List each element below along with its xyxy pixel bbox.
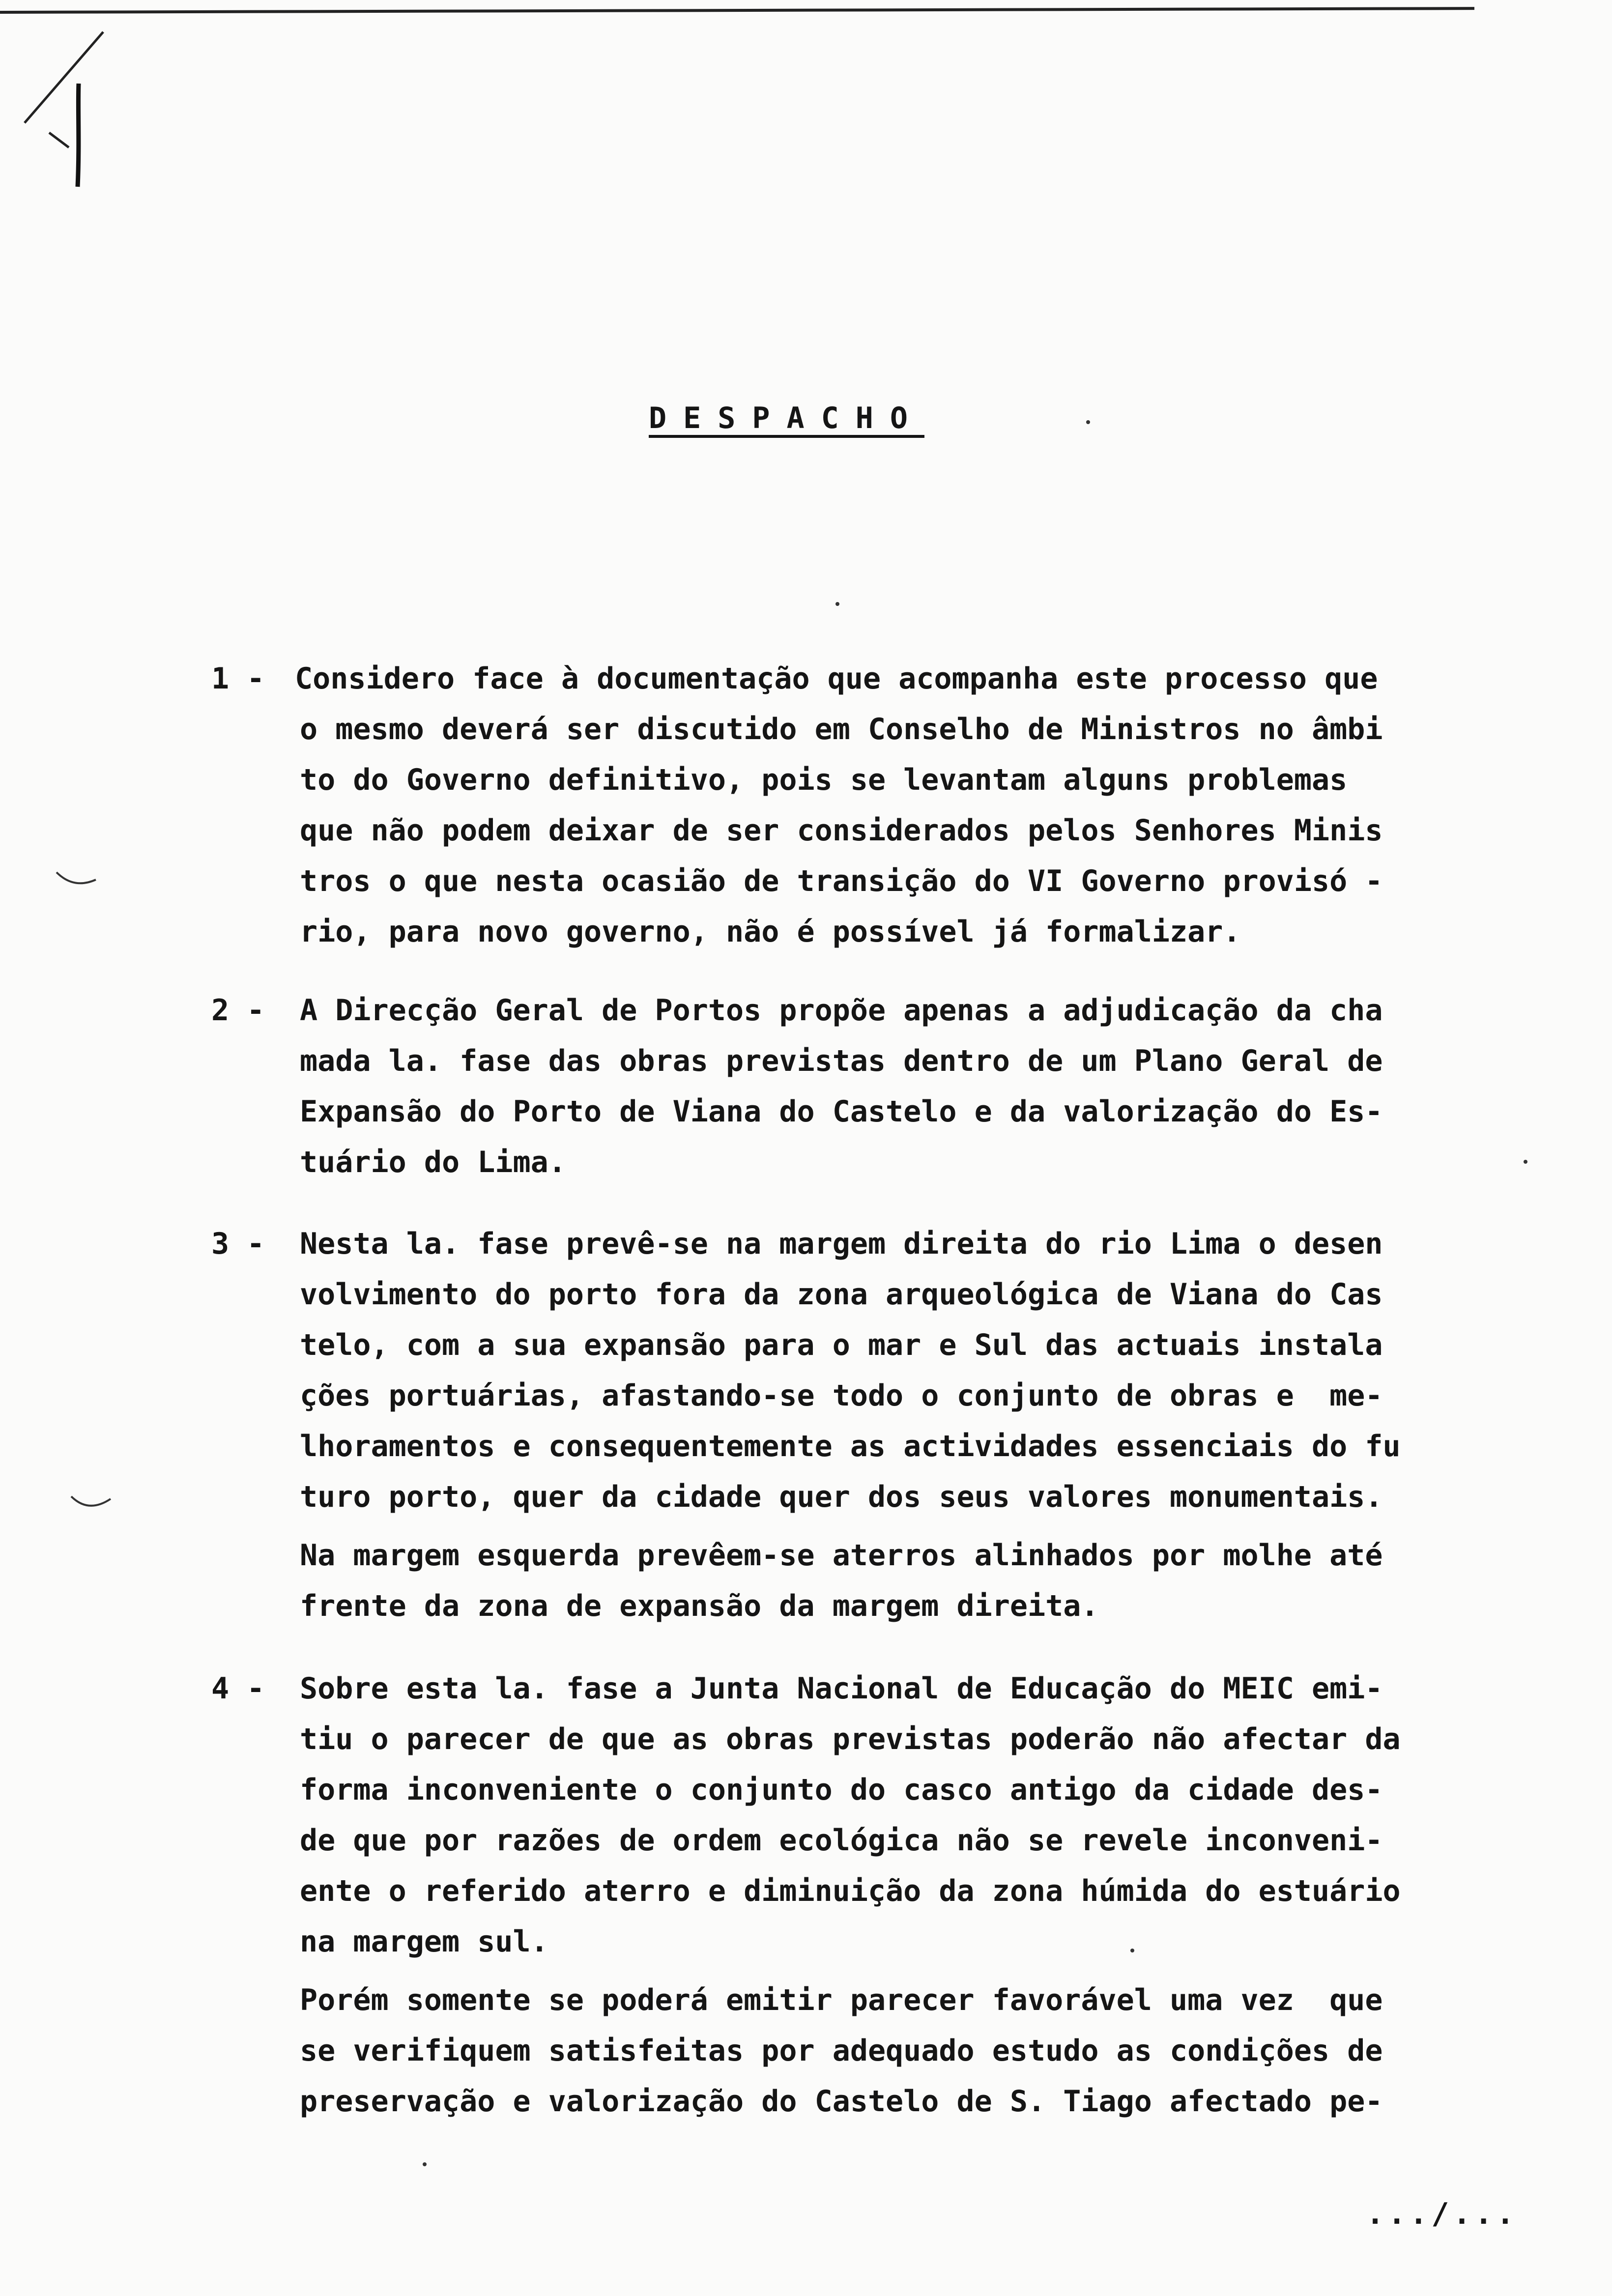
item-number: 4 - <box>211 1671 265 1706</box>
item-text <box>300 1664 1538 2127</box>
punch-hole-mark <box>69 1494 113 1514</box>
text-line: mada la. fase das obras previstas dentro de um Plano Geral de <box>300 1044 1383 1078</box>
item-number: 2 - <box>211 993 265 1028</box>
handwritten-corner-mark <box>20 29 113 206</box>
text-line: volvimento do porto fora da zona arqueológica de Viana do Cas <box>300 1277 1383 1312</box>
text-line: to do Governo definitivo, pois se levantam alguns problemas <box>300 763 1348 797</box>
top-rule <box>0 7 1474 14</box>
text-line: Expansão do Porto de Viana do Castelo e da valorização do Es- <box>300 1094 1383 1129</box>
text-line: Considero face à documentação que acompanha este processo que <box>295 661 1378 696</box>
text-line: Nesta la. fase prevê-se na margem direita do rio Lima o desen <box>300 1227 1383 1261</box>
paper-speck <box>1086 420 1090 424</box>
text-line: preservação e valorização do Castelo de S. Tiago afectado pe- <box>300 2084 1383 2119</box>
text-line: ente o referido aterro e diminuição da zona húmida do estuário <box>300 1874 1401 1908</box>
text-line: frente da zona de expansão da margem direita. <box>300 1589 1099 1623</box>
text-line: tiu o parecer de que as obras previstas poderão não afectar da <box>300 1722 1401 1756</box>
text-line: lhoramentos e consequentemente as actividades essenciais do fu <box>300 1429 1401 1464</box>
item-number: 1 - <box>211 661 265 696</box>
text-line: telo, com a sua expansão para o mar e Sul das actuais instala <box>300 1328 1383 1362</box>
punch-hole-mark <box>54 870 98 890</box>
text-line: Sobre esta la. fase a Junta Nacional de Educação do MEIC emi- <box>300 1671 1383 1706</box>
text-line: o mesmo deverá ser discutido em Conselho de Ministros no âmbi <box>300 712 1383 746</box>
item-number: 3 - <box>211 1227 265 1261</box>
text-line: Porém somente se poderá emitir parecer favorável uma vez que <box>300 1983 1383 2017</box>
text-line: que não podem deixar de ser considerados pelos Senhores Minis <box>300 813 1383 848</box>
text-line: A Direcção Geral de Portos propõe apenas a adjudicação da cha <box>300 993 1383 1028</box>
text-line: tuário do Lima. <box>300 1145 566 1179</box>
text-line: tros o que nesta ocasião de transição do VI Governo provisó - <box>300 864 1383 898</box>
text-line: rio, para novo governo, não é possível já formalizar. <box>300 915 1241 949</box>
item-text <box>300 985 1538 1188</box>
text-line: forma inconveniente o conjunto do casco antigo da cidade des- <box>300 1773 1383 1807</box>
page-continuation: .../... <box>1366 2197 1518 2231</box>
text-line: de que por razões de ordem ecológica não se revele inconveni- <box>300 1823 1383 1858</box>
item-text <box>300 1219 1538 1632</box>
paper-speck <box>1130 1949 1134 1952</box>
text-line: turo porto, quer da cidade quer dos seus valores monumentais. <box>300 1480 1383 1514</box>
page-title: DESPACHO <box>649 403 924 438</box>
text-line: Na margem esquerda prevêem-se aterros alinhados por molhe até <box>300 1538 1383 1573</box>
paper-speck <box>835 602 839 606</box>
text-line: se verifiquem satisfeitas por adequado estudo as condições de <box>300 2034 1383 2068</box>
item-text <box>295 654 1538 957</box>
paper-speck <box>1524 1160 1527 1164</box>
paper-speck <box>423 2162 427 2166</box>
text-line: ções portuárias, afastando-se todo o conjunto de obras e me- <box>300 1378 1383 1413</box>
text-line: na margem sul. <box>300 1924 548 1959</box>
